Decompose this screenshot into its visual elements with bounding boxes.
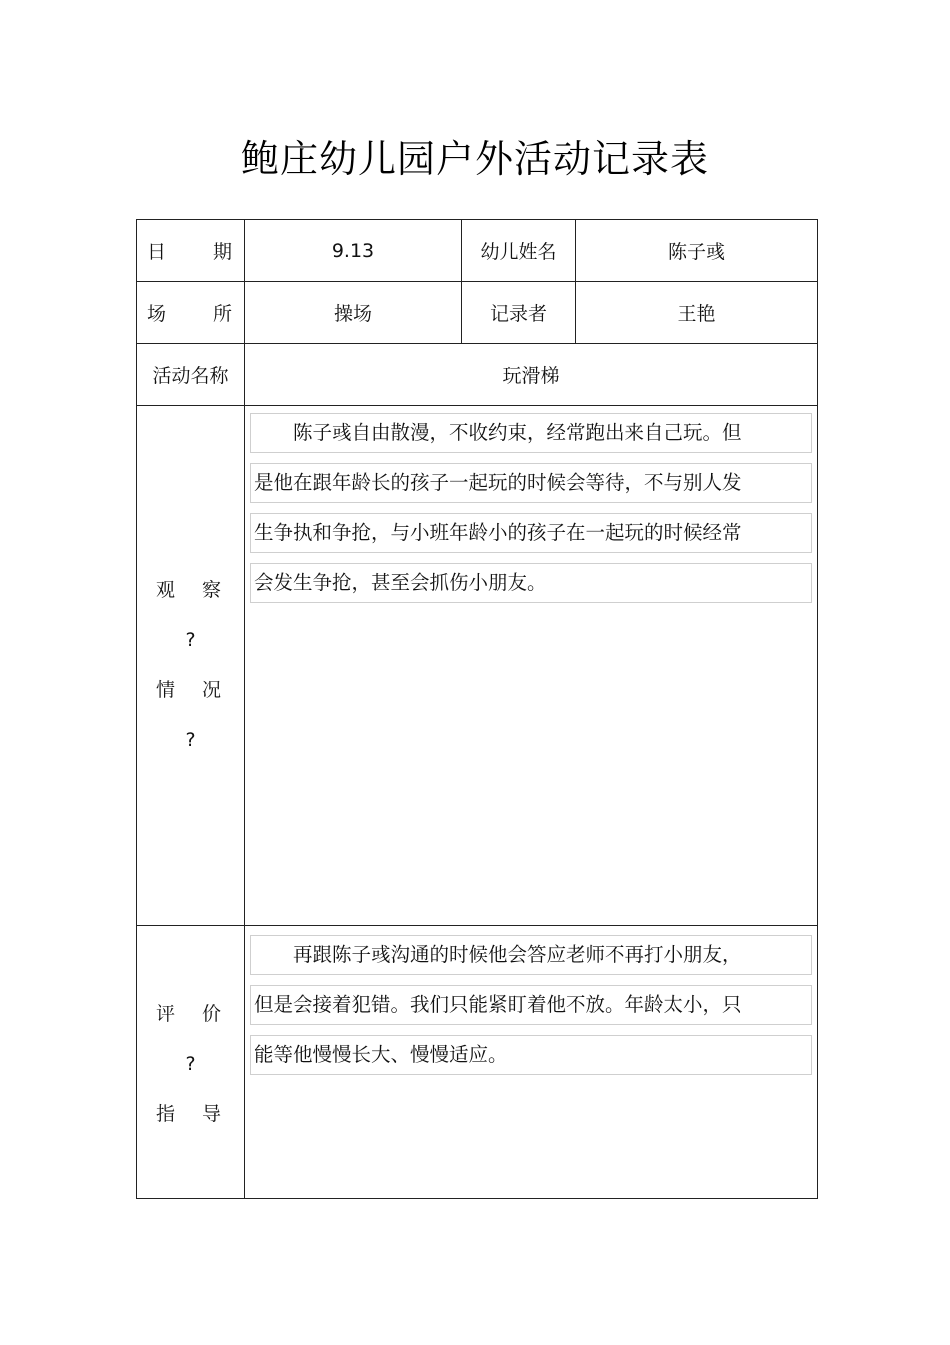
place-label: 场 所 — [147, 303, 232, 325]
activity-label: 活动名称 — [152, 365, 229, 387]
recorder-label: 记录者 — [489, 303, 547, 325]
observation-label: 观 察 ? 情 况 ? — [156, 579, 221, 751]
observation-text-line: 陈子彧自由散漫，不收约束，经常跑出来自己玩。但 — [250, 413, 812, 453]
evaluation-label: 评 价 ? 指 导 — [156, 1003, 221, 1125]
observation-text-line: 生争执和争抢，与小班年龄小的孩子在一起玩的时候经常 — [250, 513, 812, 553]
row-divider — [136, 405, 818, 406]
child-name-label: 幼儿姓名 — [480, 241, 557, 263]
evaluation-text-line: 但是会接着犯错。我们只能紧盯着他不放。年龄太小，只 — [250, 985, 812, 1025]
place-value: 操场 — [333, 303, 372, 325]
date-label: 日 期 — [147, 241, 232, 263]
evaluation-text-line: 能等他慢慢长大、慢慢适应。 — [250, 1035, 812, 1075]
date-value: 9.13 — [331, 239, 375, 262]
evaluation-text-line: 再跟陈子彧沟通的时候他会答应老师不再打小朋友， — [250, 935, 812, 975]
page-title: 鲍庄幼儿园户外活动记录表 — [240, 137, 709, 181]
observation-text-line: 是他在跟年龄长的孩子一起玩的时候会等待，不与别人发 — [250, 463, 812, 503]
row-divider — [136, 925, 818, 926]
recorder-value: 王艳 — [677, 303, 716, 325]
child-name-value: 陈子彧 — [667, 241, 725, 263]
observation-text-line: 会发生争抢，甚至会抓伤小朋友。 — [250, 563, 812, 603]
activity-value: 玩滑梯 — [502, 365, 560, 387]
